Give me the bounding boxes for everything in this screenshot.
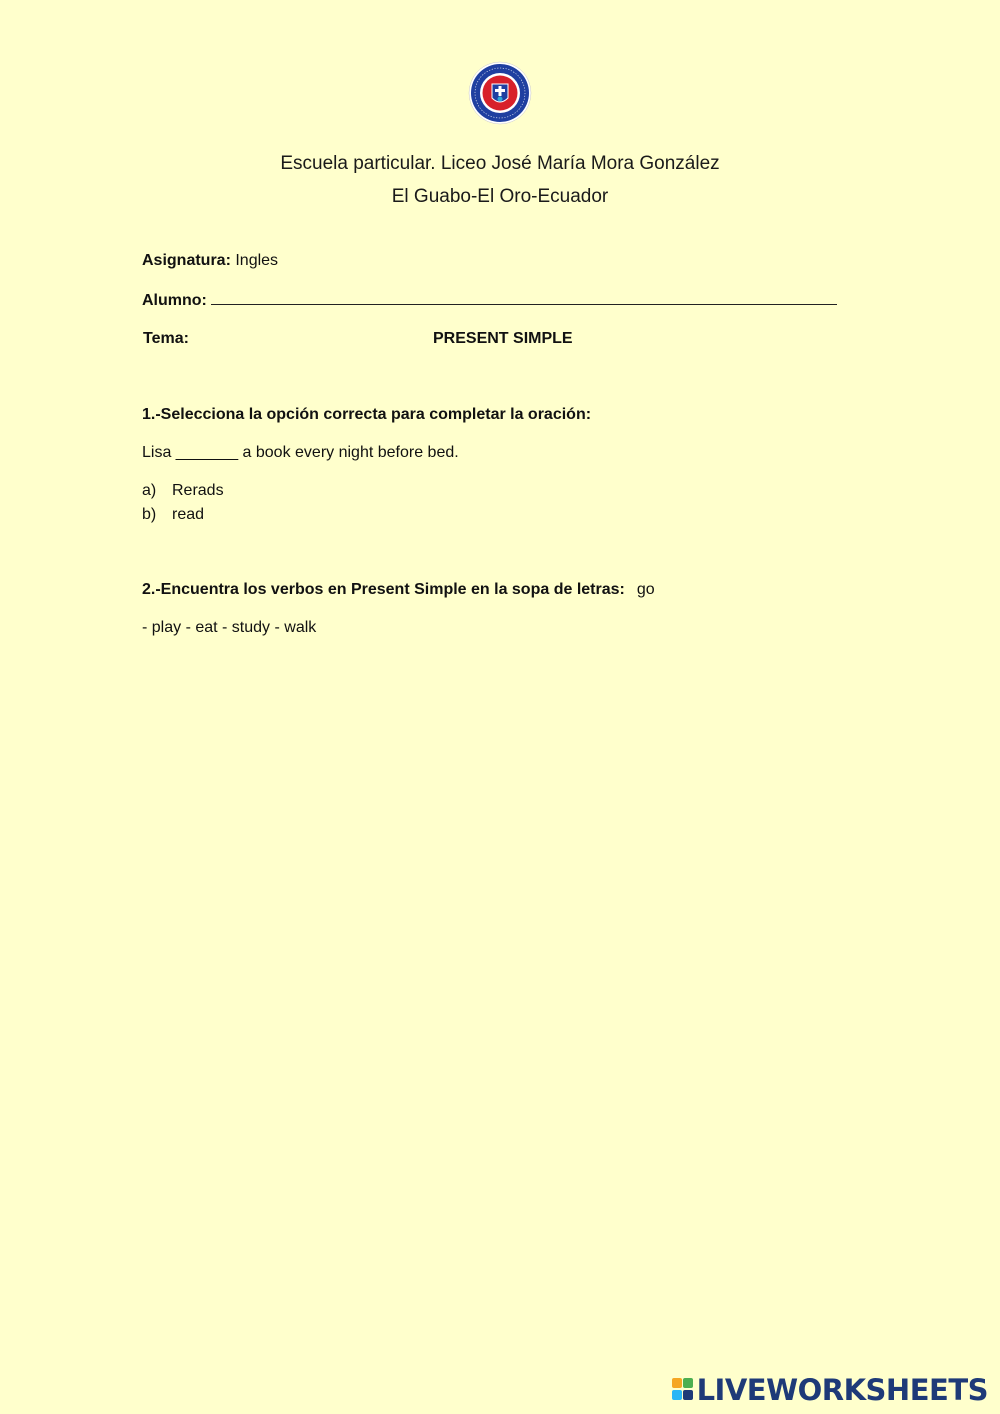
school-name: Escuela particular. Liceo José María Mora González — [280, 153, 720, 174]
question-2-title: 2.-Encuentra los verbos en Present Simple en la sopa de letras: — [142, 581, 625, 598]
option-text: Rerads — [172, 482, 224, 499]
subject-label: Asignatura: — [142, 252, 231, 269]
option-a[interactable] — [142, 482, 224, 500]
liveworksheets-branding — [671, 1372, 988, 1408]
option-letter: b) — [142, 506, 157, 523]
student-name-blank[interactable] — [211, 289, 837, 305]
option-text: read — [172, 506, 205, 523]
question-1-title: 1.-Selecciona la opción correcta para completar la oración: — [142, 406, 592, 423]
subject-row — [142, 252, 278, 270]
question-1-sentence: Lisa _______ a book every night before bed. — [142, 444, 459, 461]
topic-label: Tema: — [143, 330, 189, 347]
liveworksheets-logo-icon — [671, 1376, 695, 1404]
school-location: El Guabo-El Oro-Ecuador — [391, 186, 609, 207]
question-2-verb-list: - play - eat - study - walk — [142, 619, 317, 636]
student-row — [142, 289, 837, 310]
question-2-title-tail: go — [636, 581, 655, 598]
student-label: Alumno: — [142, 292, 207, 309]
brand-name: LIVEWORKSHEETS — [696, 1373, 988, 1407]
topic-value: PRESENT SIMPLE — [433, 330, 573, 347]
option-letter: a) — [142, 482, 157, 499]
option-b[interactable] — [142, 506, 204, 524]
school-seal-icon — [467, 60, 533, 126]
question-2-title-row — [142, 581, 655, 599]
school-logo — [467, 60, 533, 126]
subject-value: Ingles — [235, 252, 279, 269]
